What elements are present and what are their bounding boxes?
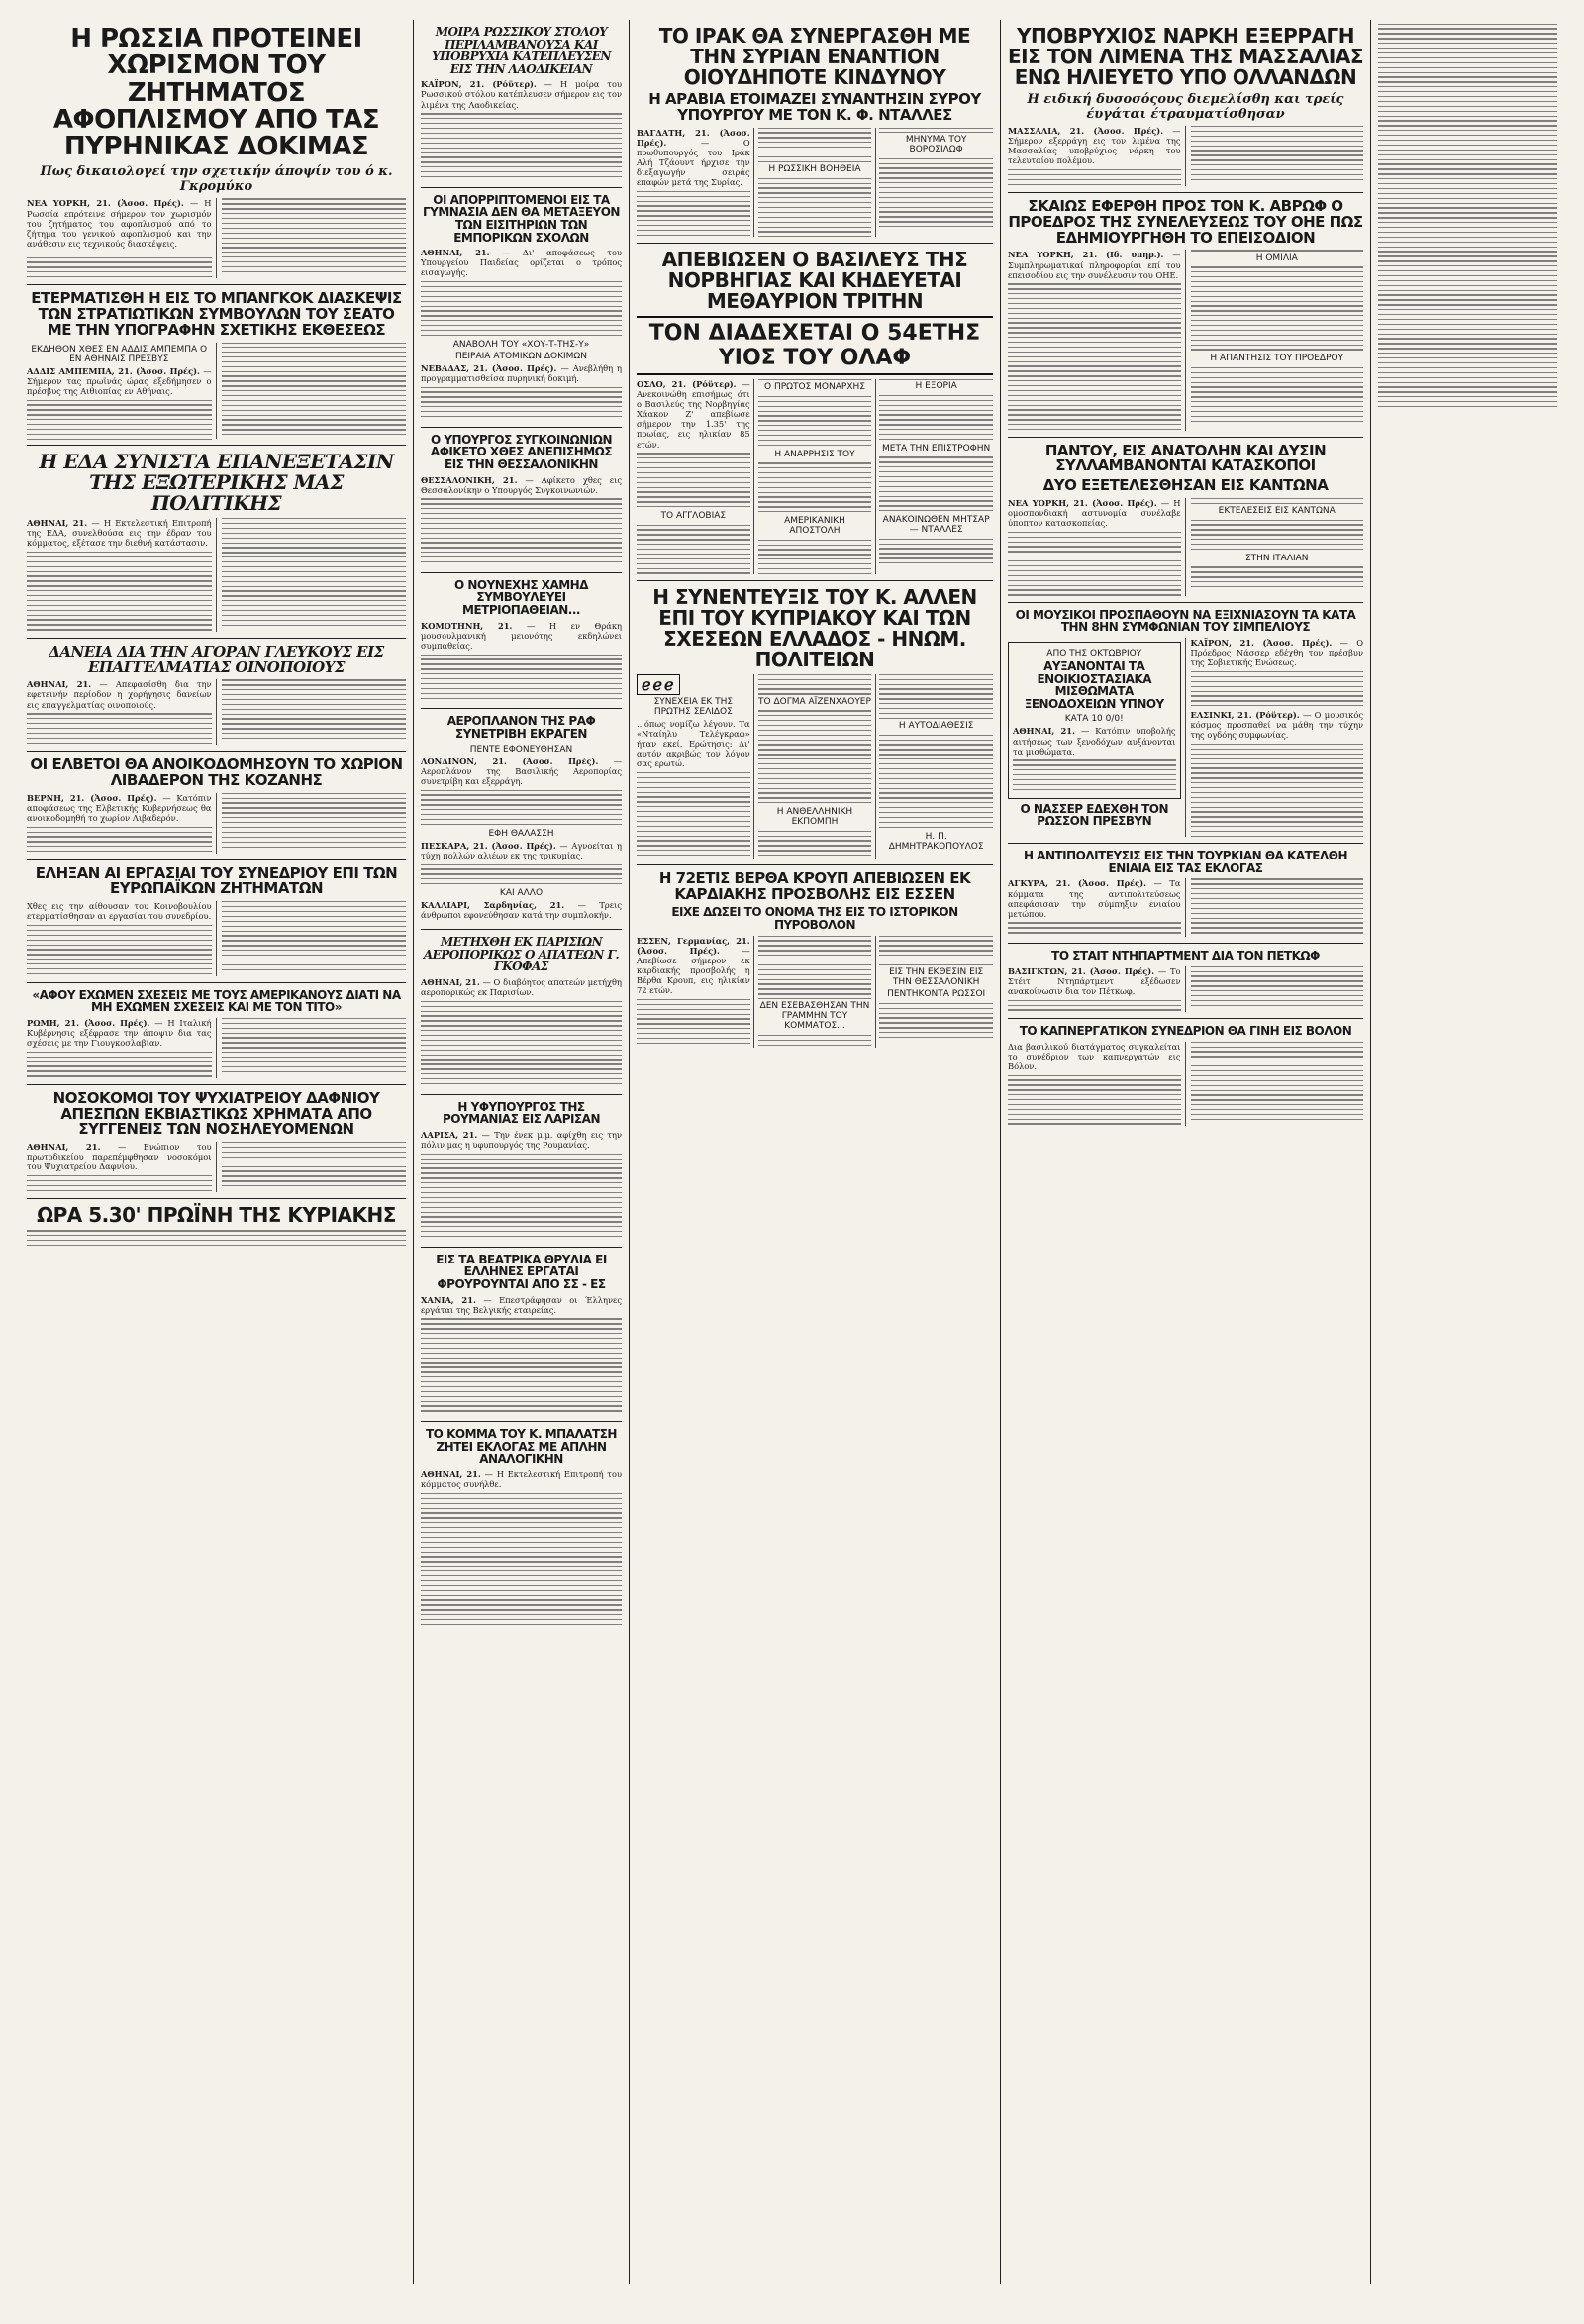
subheadline: Η ΑΡΑΒΙΑ ΕΤΟΙΜΑΖΕΙ ΣΥΝΑΝΤΗΣΙΝ ΣΥΡΟΥ ΥΠΟΥΡΓΟΥ ΜΕ ΤΟΝ Κ. Φ. ΝΤΑΛΛΕΣ — [648, 90, 981, 124]
kicker: ΜΕΤΑ ΤΗΝ ΕΠΙΣΤΡΟΦΗΝ — [882, 443, 991, 454]
kicker: ΑΝΑΒΟΛΗ ΤΟΥ «ΧΟΥ-Τ-ΤΗΣ-Υ» — [452, 339, 590, 350]
kicker: Η ΟΜΙΛΙΑ — [1255, 253, 1298, 263]
body-text-lines — [1378, 24, 1557, 408]
article-romanian-minister — [421, 1095, 622, 1248]
article-text: — Ο μουσικός κόσμος προσπαθεί να μάθη την τύχην της ογδόης συμφωνίας. — [1190, 710, 1363, 741]
article-text: Δια βασιλικού διατάγματος συγκαλείται το συνέδριον των καπνεργατών εις Βόλον. — [1008, 1041, 1181, 1071]
body-text-lines — [758, 462, 872, 512]
subheadline: ΕΙΧΕ ΔΩΣΕΙ ΤΟ ΟΝΟΜΑ ΤΗΣ ΕΙΣ ΤΟ ΙΣΤΟΡΙΚΟΝ ΠΥΡΟΒΟΛΟΝ — [671, 905, 958, 932]
headline: ΑΕΡΟΠΛΑΝΟΝ ΤΗΣ ΡΑΦ ΣΥΝΕΤΡΙΒΗ ΕΚΡΑΓΕΝ — [446, 714, 596, 742]
headline: ΑΠΕΒΙΩΣΕΝ Ο ΒΑΣΙΛΕΥΣ ΤΗΣ ΝΟΡΒΗΓΙΑΣ ΚΑΙ ΚΗΔΕΥΕΤΑΙ ΜΕΘΑΥΡΙΟΝ ΤΡΙΤΗΝ — [661, 247, 968, 313]
body-text-lines — [758, 396, 872, 446]
article-gymnasia — [421, 188, 622, 428]
body-text-lines — [879, 456, 993, 511]
body-text-lines — [421, 1318, 622, 1411]
rent-increase-box — [1008, 642, 1181, 799]
article-eda-foreign-policy — [27, 446, 406, 639]
article-text: — Αεροπλάνον της Βασιλικής Αεροπορίας συνετρίβη και εξερράγη. — [421, 756, 623, 786]
article-minister-thessaloniki — [421, 428, 622, 573]
kicker: ΚΑΤΑ 10 0/0! — [1064, 714, 1124, 725]
body-text-lines — [421, 498, 622, 562]
headline: ΠΑΝΤΟΥ, ΕΙΣ ΑΝΑΤΟΛΗΝ ΚΑΙ ΔΥΣΙΝ ΣΥΛΛΑΜΒΑΝΟΝΤΑΙ ΚΑΤΑΣΚΟΠΟΙ — [1044, 441, 1327, 475]
body-text-lines — [421, 1001, 622, 1084]
article-sibelius — [1008, 603, 1363, 844]
kicker: Η ΕΞΟΡΙΑ — [915, 381, 957, 392]
headline: ΤΟ ΚΑΠΝΕΡΓΑΤΙΚΟΝ ΣΥΝΕΔΡΙΟΝ ΘΑ ΓΙΝΗ ΕΙΣ ΒΟΛΟΝ — [1019, 1024, 1352, 1039]
headline: ΜΟΙΡΑ ΡΩΣΣΙΚΟΥ ΣΤΟΛΟΥ ΠΕΡΙΛΑΜΒΑΝΟΥΣΑ ΚΑΙ ΥΠΟΒΡΥΧΙΑ ΚΑΤΕΠΛΕΥΣΕΝ ΕΙΣ ΤΗΝ ΛΑΟΔΙΚΕΙΑΝ — [432, 25, 611, 76]
body-text-lines — [1013, 759, 1176, 790]
article-text: — Η Εκτελεστική Επιτροπή του κόμματος συνήλθε. — [421, 1469, 622, 1490]
kicker: ΑΝΑΚΟΙΝΩΘΕΝ ΜΗΤΣΑΡ — ΝΤΑΛΛΕΣ — [882, 515, 990, 536]
dateline: ΑΘΗΝΑΙ, 21. — [27, 679, 92, 690]
dateline: ΝΕΑ ΥΟΡΚΗ, 21. (Ιδ. υπηρ.). — [1008, 250, 1164, 260]
article-text: — Σήμερον τας πρωϊνάς ώρας εξεδήμησεν ο πρέσβυς της Αιθιοπίας εν Αθήναις. — [27, 365, 212, 396]
dateline: ΘΕΣΣΑΛΟΝΙΚΗ, 21. — [421, 474, 518, 485]
article-text: — Ανεκοινώθη επισήμως ότι ο Βασιλεύς της Νορβηγίας Χάακον Ζ' απεβίωσε σήμερον την 1.35' της πρωίας, εις ηλικίαν 85 ετών. — [637, 378, 750, 450]
dateline: ΑΔΔΙΣ ΑΜΠΕΜΠΑ, 21. (Ἀσοσ. Πρές). — [27, 365, 200, 376]
headline: ΥΠΟΒΡΥΧΙΟΣ ΝΑΡΚΗ ΕΞΕΡΡΑΓΗ ΕΙΣ ΤΟΝ ΛΙΜΕΝΑ ΤΗΣ ΜΑΣΣΑΛΙΑΣ ΕΝΩ ΗΛΙΕΥΕΤΟ ΥΠΟ ΟΛΛΑΝΔΩΝ — [1008, 24, 1363, 89]
headline: ΟΙ ΑΠΟΡΡΙΠΤΟΜΕΝΟΙ ΕΙΣ ΤΑ ΓΥΜΝΑΣΙΑ ΔΕΝ ΘΑ ΜΕΤΑΞΕΥΟΝ ΤΩΝ ΕΙΣΙΤΗΡΙΩΝ ΤΩΝ ΕΜΠΟΡΙΚΩΝ ΣΧΟΛΩΝ — [423, 192, 620, 245]
dateline: ΛΟΝΔΙΝΟΝ, 21. (Ἀσοσ. Πρές). — [421, 756, 599, 766]
kicker: ΜΗΝΥΜΑ ΤΟΥ ΒΟΡΟΣΙΛΩΦ — [905, 135, 967, 155]
headline: ΟΙ ΕΛΒΕΤΟΙ ΘΑ ΑΝΟΙΚΟΔΟΜΗΣΟΥΝ ΤΟ ΧΩΡΙΟΝ ΛΙΒΑΔΕΡΟΝ ΤΗΣ ΚΟΖΑΝΗΣ — [30, 756, 403, 789]
article-allen-interview — [637, 581, 993, 865]
kicker: Ο ΠΡΩΤΟΣ ΜΟΝΑΡΧΗΣ — [764, 382, 865, 393]
article-text: — Σήμερον εξερράγη εις τον λιμένα της Μασσαλίας υποβρύχιος νάρκη του τελευταίου πολέμου. — [1008, 126, 1181, 166]
article-text: — Ο διαβόητος απατεών μετήχθη αεροπορικώς εκ Παρισίων. — [421, 976, 622, 998]
article-text: Χθες εις την αίθουσαν του Κοινοβουλίου ετερματίσθησαν αι εργασίαι του συνεδρίου. — [27, 901, 212, 922]
article-text: — Απεβίωσε σήμερον εκ καρδιακής προσβολής η Βέρθα Κρουπ, εις ηλικίαν 72 ετών. — [637, 945, 750, 996]
headline: Η ΥΦΥΠΟΥΡΓΟΣ ΤΗΣ ΡΟΥΜΑΝΙΑΣ ΕΙΣ ΛΑΡΙΣΑΝ — [443, 1099, 600, 1127]
dateline: ΑΘΗΝΑΙ, 21. — [27, 518, 88, 529]
newspaper-page — [20, 20, 1564, 2284]
article-marseille-mine — [1008, 20, 1363, 193]
headline: ΤΟ ΣΤΑΙΤ ΝΤΗΠΑΡΤΜΕΝΤ ΔΙΑ ΤΟΝ ΠΕΤΚΩΦ — [1051, 949, 1320, 963]
headline: Η ΑΝΤΙΠΟΛΙΤΕΥΣΙΣ ΕΙΣ ΤΗΝ ΤΟΥΡΚΙΑΝ ΘΑ ΚΑΤΕΛΘΗ ΕΝΙΑΙΑ ΕΙΣ ΤΑΣ ΕΚΛΟΓΑΣ — [1023, 849, 1348, 875]
body-text-lines — [421, 113, 622, 177]
kicker: ΠΕΝΤΕ ΕΦΟΝΕΥΘΗΣΑΝ — [469, 744, 573, 755]
dateline: ΠΕΣΚΑΡΑ, 21. (Ἀσοσ. Πρές). — [421, 840, 556, 851]
kicker: ΤΟ ΔΟΓΜΑ ΑΪΖΕΝΧΑΟΥΕΡ — [758, 696, 871, 707]
dateline: ΚΟΜΟΤΗΝΗ, 21. — [421, 620, 513, 631]
headline: ΟΙ ΜΟΥΣΙΚΟΙ ΠΡΟΣΠΑΘΟΥΝ ΝΑ ΕΞΙΧΝΙΑΣΟΥΝ ΤΑ ΚΑΤΑ ΤΗΝ 8ΗΝ ΣΥΜΦΩΝΙΑΝ ΤΟΥ ΣΙΜΠΕΛΙΟΥΣ — [1015, 607, 1356, 635]
subheadline: Πως δικαιολογεί την σχετικήν άποψίν του ό κ. Γκρομύκο — [40, 164, 393, 195]
body-text-lines — [421, 1493, 622, 1625]
kicker: Η ΑΥΤΟΔΙΑΘΕΣΙΣ — [898, 721, 974, 732]
article-text: — Ενώπιον του πρωτοδικείου παρεπέμφθησαν νοσοκόμοι του Ψυχιατρείου Δαφνίου. — [27, 1142, 212, 1172]
subheadline: ΔΥΟ ΕΞΕΤΕΛΕΣΘΗΣΑΝ ΕΙΣ ΚΑΝΤΩΝΑ — [1042, 476, 1329, 495]
kicker: ΑΠΟ ΤΗΣ ΟΚΤΩΒΡΙΟΥ — [1046, 649, 1142, 659]
headline: Η 72ΕΤΙΣ ΒΕΡΘΑ ΚΡΟΥΠ ΑΠΕΒΙΩΣΕΝ ΕΚ ΚΑΡΔΙΑΚΗΣ ΠΡΟΣΒΟΛΗΣ ΕΙΣ ΕΣΣΕΝ — [658, 868, 971, 903]
article-text: — Ο Πρόεδρος Νάσσερ εδέχθη τον πρέσβυν της Σοβιετικής Ενώσεως. — [1190, 638, 1363, 668]
dateline: ΛΑΡΙΣΑ, 21. — [421, 1130, 478, 1140]
article-raf-crash — [421, 709, 622, 930]
body-text-lines — [637, 453, 750, 507]
dateline: ΑΘΗΝΑΙ, 21. — [1013, 726, 1075, 737]
dateline: ΒΕΡΝΗ, 21. (Ἀσοσ. Πρές). — [27, 792, 157, 803]
headline: ΝΟΣΟΚΟΜΟΙ ΤΟΥ ΨΥΧΙΑΤΡΕΙΟΥ ΔΑΦΝΙΟΥ ΑΠΕΣΠΩΝ ΕΚΒΙΑΣΤΙΚΩΣ ΧΡΗΜΑΤΑ ΑΠΟ ΣΥΓΓΕΝΕΙΣ ΤΩΝ ΝΟΣΗΛΕΥΟΜΕΝΩΝ — [52, 1088, 380, 1139]
article-text: — Η Ρωσσία επρότεινε σήμερον τον χωρισμόν του ζητήματος του αφοπλισμού από το ζήτημα του γενικού αφοπλισμού και την ανάθεσιν εις τεχνικούς διασκέψεις. — [27, 198, 212, 249]
article-tobacco-congress — [1008, 1019, 1363, 1132]
dateline: ΕΛΣΙΝΚΙ, 21. (Ρόϋτερ). — [1190, 710, 1300, 721]
kicker: ΣΤΗΝ ΙΤΑΛΙΑΝ — [1244, 553, 1309, 563]
dateline: ΑΓΚΥΡΑ, 21. (Ἀσοσ. Πρές). — [1008, 878, 1147, 889]
dateline: ΚΑΪΡΟΝ, 21. (Ἀσοσ. Πρές). — [1190, 638, 1333, 649]
article-european-congress — [27, 860, 406, 983]
article-text: — Τα κόμματα της αντιπολιτεύσεως απεφάσισαν την σύμπηξιν ενιαίου μετώπου. — [1008, 878, 1181, 919]
kicker: ΤΟ ΑΓΓΛΟΒΙΑΣ — [660, 510, 727, 521]
article-text: — Η εν Θράκη μουσουλμανική μειονότης εκδηλώνει συμπαθείας. — [421, 620, 623, 651]
column-5 — [1371, 20, 1564, 2284]
kicker: ΑΜΕΡΙΚΑΝΙΚΗ ΑΠΟΣΤΟΛΗ — [784, 516, 845, 537]
dateline: ΚΑΪΡΟΝ, 21. (Ρόϋτερ). — [421, 79, 537, 90]
headline: ΑΥΞΑΝΟΝΤΑΙ ΤΑ ΕΝΟΙΚΙΟΣΤΑΣΙΑΚΑ ΜΙΣΘΩΜΑΤΑ ΞΕΝΟΔΟΧΕΙΩΝ ΥΠΝΟΥ — [1024, 659, 1164, 711]
article-text: — Επεστράφησαν οι Έλληνες εργάται της Βελγικής εταιρείας. — [421, 1294, 622, 1315]
kicker: Η ΑΠΑΝΤΗΣΙΣ ΤΟΥ ΠΡΟΕΔΡΟΥ — [1210, 354, 1344, 364]
body-text-lines — [421, 281, 622, 336]
article-greek-workers — [421, 1248, 622, 1422]
dateline: ΝΕΑ ΥΟΡΚΗ, 21. (Ἀσοσ. Πρές). — [27, 198, 184, 209]
kicker: ΔΕΝ ΕΣΕΒΑΣΘΗΣΑΝ ΤΗΝ ΓΡΑΜΜΗΝ ΤΟΥ ΚΟΜΜΑΤΟΣ... — [759, 1001, 870, 1032]
dateline: ΟΣΛΟ, 21. (Ρόϋτερ). — [637, 378, 737, 389]
kicker: ΣΥΝΕΧΕΙΑ ΕΚ ΤΗΣ ΠΡΩΤΗΣ ΣΕΛΙΔΟΣ — [653, 696, 734, 717]
body-text-lines — [879, 395, 993, 440]
article-hamid — [421, 573, 622, 710]
signature: Η. Π. ΔΗΜΗΤΡΑΚΟΠΟΥΛΟΣ — [888, 831, 984, 852]
headline: ΜΕΤΗΧΘΗ ΕΚ ΠΑΡΙΣΙΩΝ ΑΕΡΟΠΟΡΙΚΩΣ Ο ΑΠΑΤΕΩΝ Γ. ΓΚΟΦΑΣ — [423, 935, 620, 974]
headline: ΕΙΣ ΤΑ ΒΕΑΤΡΙΚΑ ΘΡΥΛΙΑ ΕΙ ΕΛΛΗΝΕΣ ΕΡΓΑΤΑΙ ΦΡΟΥΡΟΥΝΤΑΙ ΑΠΟ ΣΣ - ΕΣ — [436, 1252, 607, 1292]
article-spies — [1008, 438, 1363, 603]
article-text: — Ο πρωθυπουργός του Ιράκ Αλή Τζάουντ ήρχισε την διεξαγωγήν σειράς επαφών μετά της Συρίας. — [637, 137, 750, 188]
article-gofas — [421, 930, 622, 1095]
dateline: ΒΑΣΙΓΚΤΩΝ, 21. (Ἀσοσ. Πρές). — [1008, 965, 1155, 976]
body-text-lines — [758, 710, 872, 803]
kicker: ΚΑΙ ΑΛΛΟ — [499, 887, 544, 898]
article-text: — Η Εκτελεστική Επιτροπή της ΕΔΑ, συνελθούσα εις την έδραν του κόμματος, εξέτασε την διεθνή κατάστασιν. — [27, 518, 212, 549]
dateline: ΕΣΣΕΝ, Γερμανίας, 21. (Ἀσοσ. Πρές). — [637, 935, 750, 956]
headline: ΩΡΑ 5.30' ΠΡΩΪΝΗ ΤΗΣ ΚΥΡΙΑΚΗΣ — [37, 1203, 396, 1228]
dateline: ΑΘΗΝΑΙ, 21. — [421, 976, 480, 987]
body-text-lines — [421, 1154, 622, 1237]
body-text-lines — [1191, 566, 1364, 587]
article-turkey-opposition — [1008, 844, 1363, 944]
dateline: ΚΑΛΛΙΑΡΙ, Σαρδηνίας, 21. — [421, 899, 565, 910]
dateline: ΑΘΗΝΑΙ, 21. — [421, 248, 490, 258]
kicker: Η ΑΝΑΡΡΗΣΙΣ ΤΟΥ — [774, 449, 855, 459]
article-text: — Η μοίρα του Ρωσσικού στόλου κατέπλευσεν σήμερον εις τον λιμένα της Λαοδικείας. — [421, 79, 622, 110]
body-text-lines — [879, 539, 993, 564]
article-bertha-krupp — [637, 865, 993, 1054]
body-text-lines — [421, 655, 622, 699]
body-text-lines — [27, 1230, 406, 1246]
article-text: — Το Στέιτ Ντηπάρτμεντ εξέδωσεν ανακοίνωσιν δια τον Πέτκωφ. — [1008, 965, 1181, 996]
column-4 — [1001, 20, 1371, 2284]
headline: «ΑΦΟΥ ΕΧΩΜΕΝ ΣΧΕΣΕΙΣ ΜΕ ΤΟΥΣ ΑΜΕΡΙΚΑΝΟΥΣ ΔΙΑΤΙ ΝΑ ΜΗ ΕΧΩΜΕΝ ΣΧΕΣΕΙΣ ΚΑΙ ΜΕ ΤΟΝ ΤΙΤΟ» — [32, 987, 401, 1015]
headline: ΣΚΑΙΩΣ ΕΦΕΡΘΗ ΠΡΟΣ ΤΟΝ Κ. ΑΒΡΩΦ Ο ΠΡΟΕΔΡΟΣ ΤΗΣ ΣΥΝΕΛΕΥΣΕΩΣ ΤΟΥ ΟΗΕ ΠΩΣ ΕΔΗΜΙΟΥΡΓΗΘΗ ΤΟ ΕΠΕΙΣΟΔΙΟΝ — [1008, 197, 1363, 247]
newspaper-logo-icon: ℯℯℯ — [637, 674, 680, 695]
kicker: ΕΦΗ ΘΑΛΑΣΣΗ — [488, 828, 554, 839]
body-text-lines — [421, 864, 622, 885]
headline: ΤΟ ΙΡΑΚ ΘΑ ΣΥΝΕΡΓΑΣΘΗ ΜΕ ΤΗΝ ΣΥΡΙΑΝ ΕΝΑΝΤΙΟΝ ΟΙΟΥΔΗΠΟΤΕ ΚΙΝΔΥΝΟΥ — [658, 24, 971, 89]
body-text-lines — [421, 387, 622, 418]
body-text-lines — [879, 1003, 993, 1039]
subheadline: ΤΟΝ ΔΙΑΔΕΧΕΤΑΙ Ο 54ΕΤΗΣ ΥΙΟΣ ΤΟΥ ΟΛΑΦ — [637, 316, 993, 375]
kicker: ΕΙΣ ΤΗΝ ΕΚΘΕΣΙΝ ΕΙΣ ΤΗΝ ΘΕΣΣΑΛΟΝΙΚΗ — [889, 967, 984, 988]
headline: Η ΡΩΣΣΙΑ ΠΡΟΤΕΙΝΕΙ ΧΩΡΙΣΜΟΝ ΤΟΥ ΖΗΤΗΜΑΤΟΣ ΑΦΟΠΛΙΣΜΟΥ ΑΠΟ ΤΑΣ ΠΥΡΗΝΙΚΑΣ ΔΟΚΙΜΑΣ — [52, 24, 380, 162]
headline: Ο ΥΠΟΥΡΓΟΣ ΣΥΓΚΟΙΝΩΝΙΩΝ ΑΦΙΚΕΤΟ ΧΘΕΣ ΑΝΕΠΙΣΗΜΩΣ ΕΙΣ ΤΗΝ ΘΕΣΣΑΛΟΝΙΚΗΝ — [430, 432, 613, 471]
dateline: ΑΘΗΝΑΙ, 21. — [27, 1142, 101, 1153]
headline: Η ΣΥΝΕΝΤΕΥΞΙΣ ΤΟΥ Κ. ΑΛΛΕΝ ΕΠΙ ΤΟΥ ΚΥΠΡΙΑΚΟΥ ΚΑΙ ΤΩΝ ΣΧΕΣΕΩΝ ΕΛΛΑΔΟΣ - ΗΝΩΜ. ΠΟΛΙΤΕΙΩΝ — [652, 584, 977, 671]
kicker: ΕΚΔΗΘΟΝ ΧΘΕΣ ΕΝ ΑΔΔΙΣ ΑΜΠΕΜΠΑ Ο ΕΝ ΑΘΗΝΑΙΣ ΠΡΕΣΒΥΣ — [31, 344, 208, 364]
article-seato-bangkok — [27, 285, 406, 446]
headline: ΔΑΝΕΙΑ ΔΙΑ ΤΗΝ ΑΓΟΡΑΝ ΓΛΕΥΚΟΥΣ ΕΙΣ ΕΠΑΓΓΕΛΜΑΤΙΑΣ ΟΙΝΟΠΟΙΟΥΣ — [49, 642, 384, 676]
dateline: ΒΑΓΔΑΤΗ, 21. (Ἀσοσ. Πρές). — [637, 127, 750, 148]
article-swiss-livaderon — [27, 752, 406, 859]
article-text: — Η Ιταλική Κυβέρνησις εξέφρασε την άποψιν δια τας σχέσεις με την Γιουγκοσλαβίαν. — [27, 1017, 212, 1049]
headline: Ο ΝΟΥΝΕΧΗΣ ΧΑΜΗΔ ΣΥΜΒΟΥΛΕΥΕΙ ΜΕΤΡΙΟΠΑΘΕΙΑΝ... — [453, 577, 589, 618]
kicker: Η ΑΝΘΕΛΛΗΝΙΚΗ ΕΚΠΟΜΠΗ — [776, 807, 853, 828]
article-text: — Την ένεκ μ.μ. αφίχθη εις την πόλιν μας η υφυπουργός της Ρουμανίας. — [421, 1130, 623, 1151]
body-text-lines — [1191, 520, 1364, 551]
column-3 — [630, 20, 1001, 2284]
article-dafni-nurses — [27, 1085, 406, 1199]
article-wine-loans — [27, 639, 406, 752]
article-text: — Ανεβλήθη η προγραμματισθείσα πυρηνική δοκιμή. — [421, 362, 623, 383]
body-text-lines — [879, 158, 993, 228]
article-balatsis-party — [421, 1422, 622, 1635]
column-2 — [414, 20, 630, 2284]
article-text: ...όπως νομίζω λέγουν. Τα «Νταίηλυ Τελέγκραφ» ήταν εκεί. Ερώτησις: Δι' αυτόν ακριβώς τον λόγον σας ερωτώ. — [637, 718, 750, 769]
article-russian-fleet — [421, 20, 622, 188]
dateline: ΑΘΗΝΑΙ, 21. — [421, 1469, 481, 1480]
article-petkov — [1008, 944, 1363, 1019]
body-text-lines — [1191, 671, 1364, 707]
article-text: — Συμπληρωματικαί πληροφορίαι επί του επεισοδίου εις την συνέλευσιν του ΟΗΕ. — [1008, 250, 1181, 280]
article-averof-un — [1008, 193, 1363, 437]
dateline: ΧΑΝΙΑ, 21. — [421, 1294, 476, 1305]
article-text: — Κατόπιν υποβολής αιτήσεως των ξενοδόχων αυξάνονται τα μισθώματα. — [1013, 726, 1176, 757]
kicker: ΠΕΝΤΗΚΟΝΤΑ ΡΩΣΣΟΙ — [887, 989, 986, 1000]
body-text-lines — [1191, 744, 1364, 837]
body-text-lines — [1191, 367, 1364, 422]
headline: Ο ΝΑΣΣΕΡ ΕΔΕΧΘΗ ΤΟΝ ΡΩΣΣΟΝ ΠΡΕΣΒΥΝ — [1020, 801, 1169, 829]
body-text-lines — [421, 790, 622, 826]
dateline: ΡΩΜΗ, 21. (Ἀσοσ. Πρές). — [27, 1017, 150, 1028]
article-text: — Δι' αποφάσεως του Υπουργείου Παιδείας ορίζεται ο τρόπος εισαγωγής. — [421, 248, 622, 278]
dateline: ΜΑΣΣΑΛΙΑ, 21. (Ἀσοσ. Πρές). — [1008, 126, 1164, 136]
headline: ΕΤΕΡΜΑΤΙΣΘΗ Η ΕΙΣ ΤΟ ΜΠΑΝΓΚΟΚ ΔΙΑΣΚΕΨΙΣ ΤΩΝ ΣΤΡΑΤΙΩΤΙΚΩΝ ΣΥΜΒΟΥΛΩΝ ΤΟΥ ΣΕΑΤΟ ΜΕ ΤΗΝ ΥΠΟΓΡΑΦΗΝ ΣΧΕΤΙΚΗΣ ΕΚΘΕΣΕΩΣ — [31, 289, 402, 339]
article-sunday-morning — [27, 1199, 406, 1256]
headline: ΤΟ ΚΟΜΜΑ ΤΟΥ Κ. ΜΠΑΛΑΤΣΗ ΖΗΤΕΙ ΕΚΛΟΓΑΣ ΜΕ ΑΠΛΗΝ ΑΝΑΛΟΓΙΚΗΝ — [426, 1427, 617, 1466]
kicker: ΠΕΙΡΑΙΑ ΑΤΟΜΙΚΩΝ ΔΟΚΙΜΩΝ — [454, 351, 588, 361]
dateline: ΝΕΑ ΥΟΡΚΗ, 21. (Ἀσοσ. Πρές). — [1008, 497, 1157, 508]
column-1 — [20, 20, 414, 2284]
headline: ΕΛΗΞΑΝ ΑΙ ΕΡΓΑΣΙΑΙ ΤΟΥ ΣΥΝΕΔΡΙΟΥ ΕΠΙ ΤΩΝ ΕΥΡΩΠΑΪΚΩΝ ΖΗΤΗΜΑΤΩΝ — [35, 863, 398, 898]
article-text: — Η ομοσπονδιακή αστυνομία συνέλαβε ύποπτον κατασκοπείας. — [1008, 497, 1181, 529]
body-text-lines — [879, 735, 993, 828]
article-text: — Τρεις άνθρωποι εφονεύθησαν κατά την συμπλοκήν. — [421, 899, 622, 921]
dateline: ΝΕΒΑΔΑΣ, 21. (Ἀσοσ. Πρές). — [421, 362, 557, 373]
kicker: Η ΡΩΣΣΙΚΗ ΒΟΗΘΕΙΑ — [768, 164, 861, 175]
kicker: ΕΚΤΕΛΕΣΕΙΣ ΕΙΣ ΚΑΝΤΩΝΑ — [1218, 506, 1336, 516]
subheadline: Η ειδική δυσοσόςους διεμελίσθη και τρείς έυγάται έτραυματίσθησαν — [1027, 92, 1344, 122]
article-russia-disarmament — [27, 20, 406, 285]
article-text: — Αφίκετο χθες εις Θεσσαλονίκην ο Υπουργός Συγκοινωνιών. — [421, 474, 622, 495]
article-text: — Αγνοείται η τύχη πολλών αλιέων εκ της τρικυμίας. — [421, 840, 623, 860]
article-tito-relations — [27, 983, 406, 1085]
article-iraq-syria — [637, 20, 993, 244]
headline: Η ΕΔΑ ΣΥΝΙΣΤΑ ΕΠΑΝΕΞΕΤΑΣΙΝ ΤΗΣ ΕΞΩΤΕΡΙΚΗΣ ΜΑΣ ΠΟΛΙΤΙΚΗΣ — [39, 450, 394, 516]
article-text: — Απεφασίσθη δια την εφετεινήν περίοδον η χορήγησις δανείων εις επαγγελματίας οινοποιούς. — [27, 679, 212, 710]
article-text: — Κατόπιν αποφάσεως της Ελβετικής Κυβερνήσεως θα ανοικοδομηθή το χωρίον Λιβαδερόν. — [27, 792, 212, 823]
body-text-lines — [1191, 266, 1364, 350]
article-norway-king — [637, 244, 993, 581]
